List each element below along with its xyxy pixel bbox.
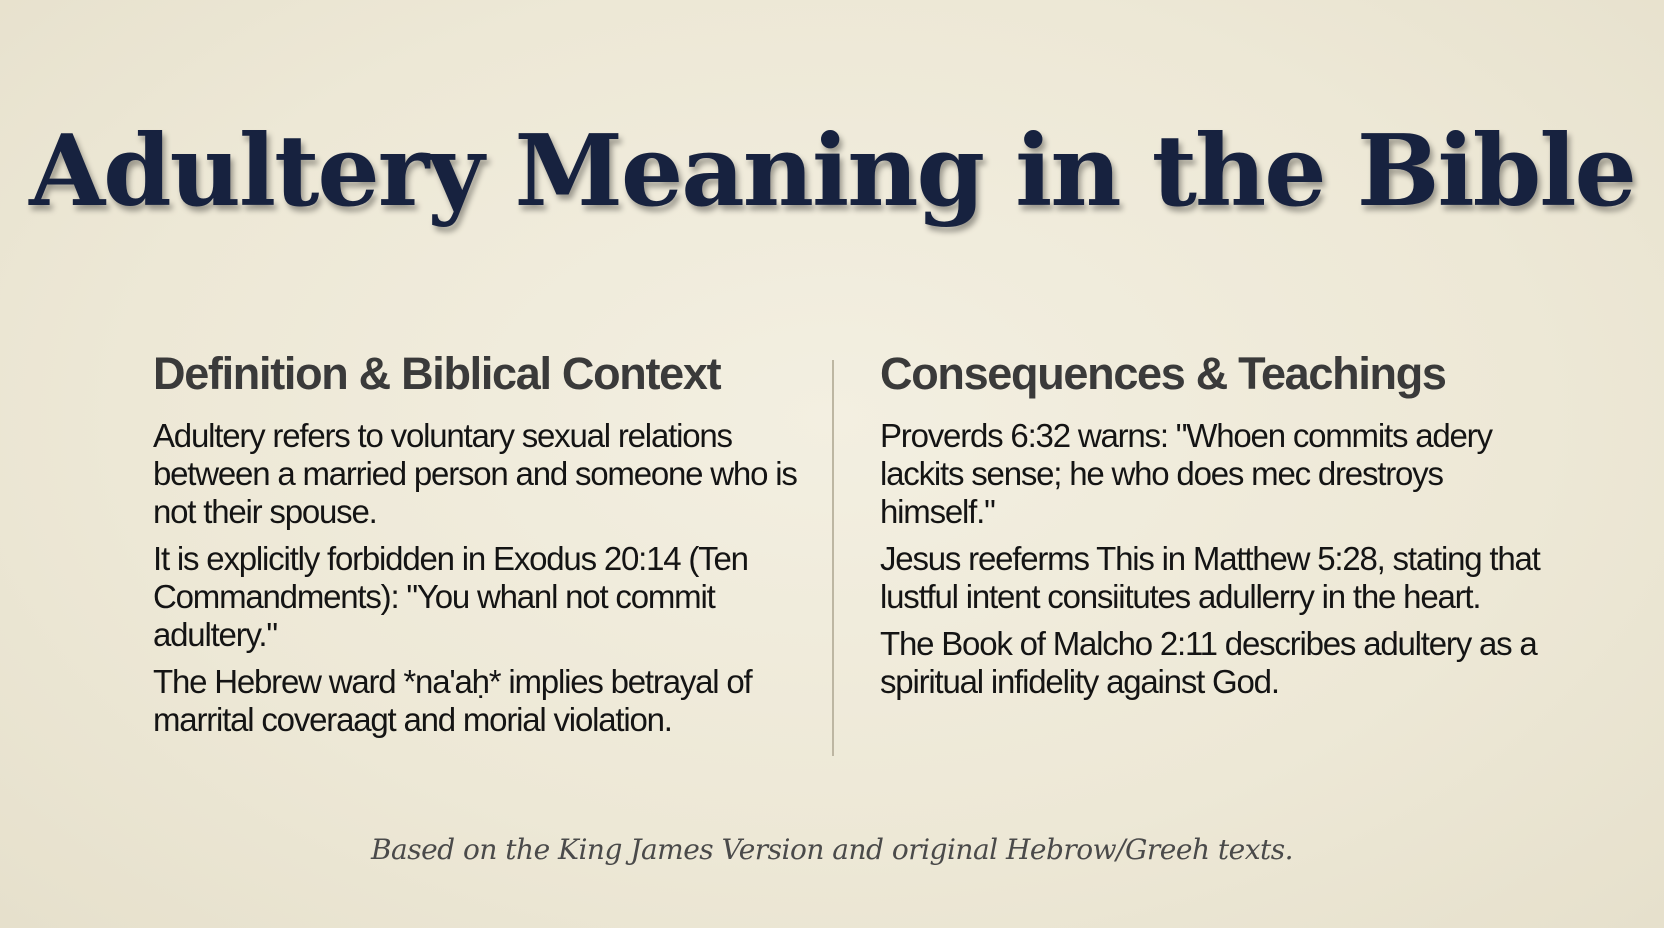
- consequences-list: [880, 417, 1540, 701]
- slide-title: Adultery Meaning in the Bible: [29, 114, 1635, 229]
- column-divider: [832, 360, 834, 756]
- consequences-column: [880, 345, 1540, 710]
- definition-column: [153, 345, 813, 748]
- definition-list: [153, 417, 813, 739]
- consequences-item: The Book of Malcho 2:11 describes adultery as a spiritual infidelity against God.: [880, 625, 1537, 700]
- definition-heading: Definition & Biblical Context: [153, 348, 721, 399]
- consequences-heading: Consequences & Teachings: [880, 348, 1446, 399]
- definition-item: It is explicitly forbidden in Exodus 20:14 (Ten Commandments): "You whanl not commit adultery.": [153, 540, 748, 653]
- source-footnote: Based on the King James Version and original Hebrow/Greeh texts.: [370, 833, 1294, 866]
- consequences-item: Proverds 6:32 warns: "Whoen commits adery lackits sense; he who does mec drestroys himself.": [880, 417, 1492, 530]
- consequences-item: Jesus reeferms This in Matthew 5:28, stating that lustful intent consiitutes adullerry in the heart.: [880, 540, 1540, 615]
- definition-item: The Hebrew ward *na'aḥ* implies betrayal of marrital coveraagt and morial violation.: [153, 663, 752, 738]
- definition-item: Adultery refers to voluntary sexual relations between a married person and someone who is not their spouse.: [153, 417, 797, 530]
